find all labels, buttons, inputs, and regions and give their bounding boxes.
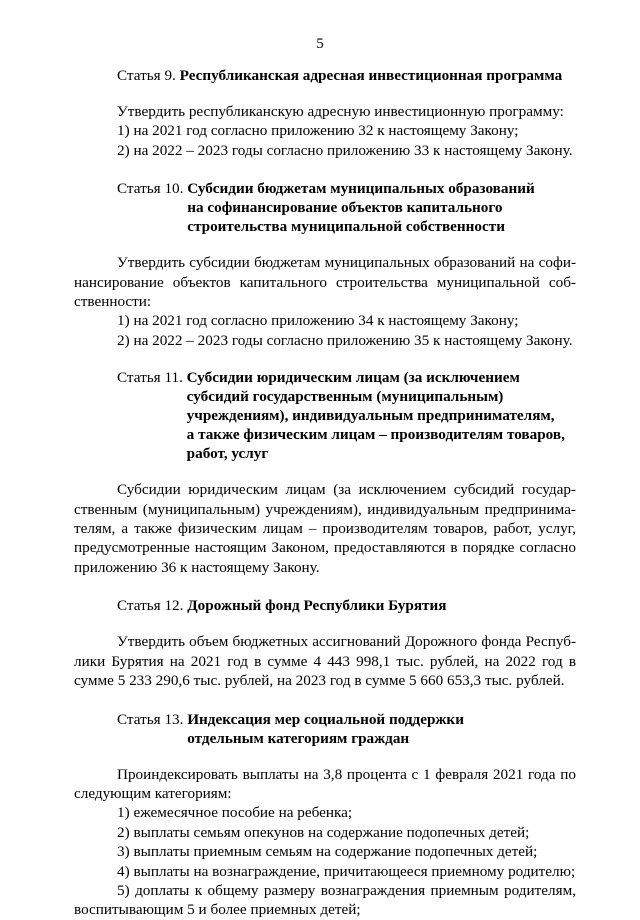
article-11-title-line: Субсидии юридическим лицам (за исключением	[186, 369, 520, 387]
article-11-label: Статья 11.	[117, 369, 183, 387]
article-9-title	[180, 66, 563, 85]
article-9-label: Статья 9.	[117, 67, 176, 84]
article-12-para-line: Утвердить объем бюджетных ассигнований Дорожного фонда Респуб-	[117, 633, 576, 651]
article-12-label: Статья 12.	[117, 597, 184, 615]
article-13-label: Статья 13.	[117, 710, 184, 728]
article-9-item-1: 1) на 2021 год согласно приложению 32 к настоящему Закону;	[117, 122, 519, 140]
article-13-para-line: Проиндексировать выплаты на 3,8 процента с 1 февраля 2021 года по	[117, 765, 576, 783]
article-13	[74, 710, 576, 920]
article-10-title-line: Субсидии бюджетам муниципальных образований	[187, 180, 535, 198]
article-13-item-4: 4) выплаты на вознаграждение, причитающееся приемному родителю;	[117, 862, 576, 880]
article-12	[74, 596, 576, 690]
article-12-heading	[117, 596, 576, 615]
article-11-title-line: субсидий государственным (муниципальным)	[186, 388, 504, 406]
article-13-item-2: 2) выплаты семьям опекунов на содержание подопечных детей;	[117, 823, 530, 841]
article-11-heading	[117, 368, 576, 463]
article-11-para-line: телям, а также физическим лицам – производителям товаров, работ, услуг,	[74, 520, 576, 538]
article-13-title	[187, 710, 464, 748]
article-9-heading	[117, 66, 576, 85]
article-10-label: Статья 10.	[117, 180, 184, 198]
article-12-para-line: лики Бурятия на 2021 год в сумме 4 443 998,1 тыс. рублей, на 2022 год в	[74, 652, 576, 670]
article-13-heading	[117, 710, 576, 748]
article-9-title-line: Республиканская адресная инвестиционная программа	[179, 67, 563, 84]
article-9-item-2: 2) на 2022 – 2023 годы согласно приложению 33 к настоящему Закону.	[117, 141, 573, 159]
article-10-item-1: 1) на 2021 год согласно приложению 34 к настоящему Закону;	[117, 312, 519, 330]
article-10-title-line: строительства муниципальной собственности	[187, 218, 505, 236]
article-13-item-5: 5) доплаты к общему размеру вознаграждения приемным родителям,	[117, 881, 576, 899]
article-11-para-line: ственным (муниципальным) учреждениям), индивидуальным предпринима-	[74, 500, 576, 518]
article-12-para-line: сумме 5 233 290,6 тыс. рублей, на 2023 год в сумме 5 660 653,3 тыс. рублей.	[74, 672, 565, 690]
article-11-title-line: а также физическим лицам – производителям товаров,	[186, 426, 565, 444]
article-11-para-line: Субсидии юридическим лицам (за исключением субсидий государ-	[117, 481, 576, 499]
article-12-title-line: Дорожный фонд Республики Бурятия	[187, 597, 447, 615]
page-number: 5	[316, 36, 324, 52]
article-11-title	[187, 368, 565, 463]
document-body	[74, 60, 576, 920]
article-9	[74, 66, 576, 160]
article-10	[74, 179, 576, 350]
article-10-para-line: ственности:	[74, 293, 152, 311]
article-10-heading	[117, 179, 576, 236]
article-10-title	[187, 179, 534, 236]
article-12-title	[187, 596, 446, 615]
article-10-para-line: нансирование объектов капитального строительства муниципальной соб-	[74, 273, 576, 291]
article-13-item-3: 3) выплаты приемным семьям на содержание подопечных детей;	[117, 843, 538, 861]
article-10-item-2: 2) на 2022 – 2023 годы согласно приложению 35 к настоящему Закону.	[117, 331, 573, 349]
article-10-title-line: на софинансирование объектов капитального	[187, 199, 503, 217]
article-13-item-1: 1) ежемесячное пособие на ребенка;	[117, 804, 353, 822]
article-11-title-line: учреждениям), индивидуальным предпринимателям,	[186, 407, 555, 425]
article-13-item-5-cont: воспитывающим 5 и более приемных детей;	[74, 901, 361, 919]
article-11-para-line: приложению 36 к настоящему Закону.	[74, 558, 320, 576]
article-9-text: Утвердить республиканскую адресную инвестиционную программу:	[117, 103, 564, 120]
article-13-para-line: следующим категориям:	[74, 784, 232, 802]
article-13-title-line: отдельным категориям граждан	[187, 729, 410, 747]
article-10-para-line: Утвердить субсидии бюджетам муниципальных образований на софи-	[117, 254, 576, 272]
article-11-title-line: работ, услуг	[186, 445, 269, 463]
article-11	[74, 368, 576, 577]
article-13-title-line: Индексация мер социальной поддержки	[187, 710, 464, 728]
article-11-para-line: предусмотренные настоящим Законом, предоставляются в порядке согласно	[74, 539, 576, 557]
